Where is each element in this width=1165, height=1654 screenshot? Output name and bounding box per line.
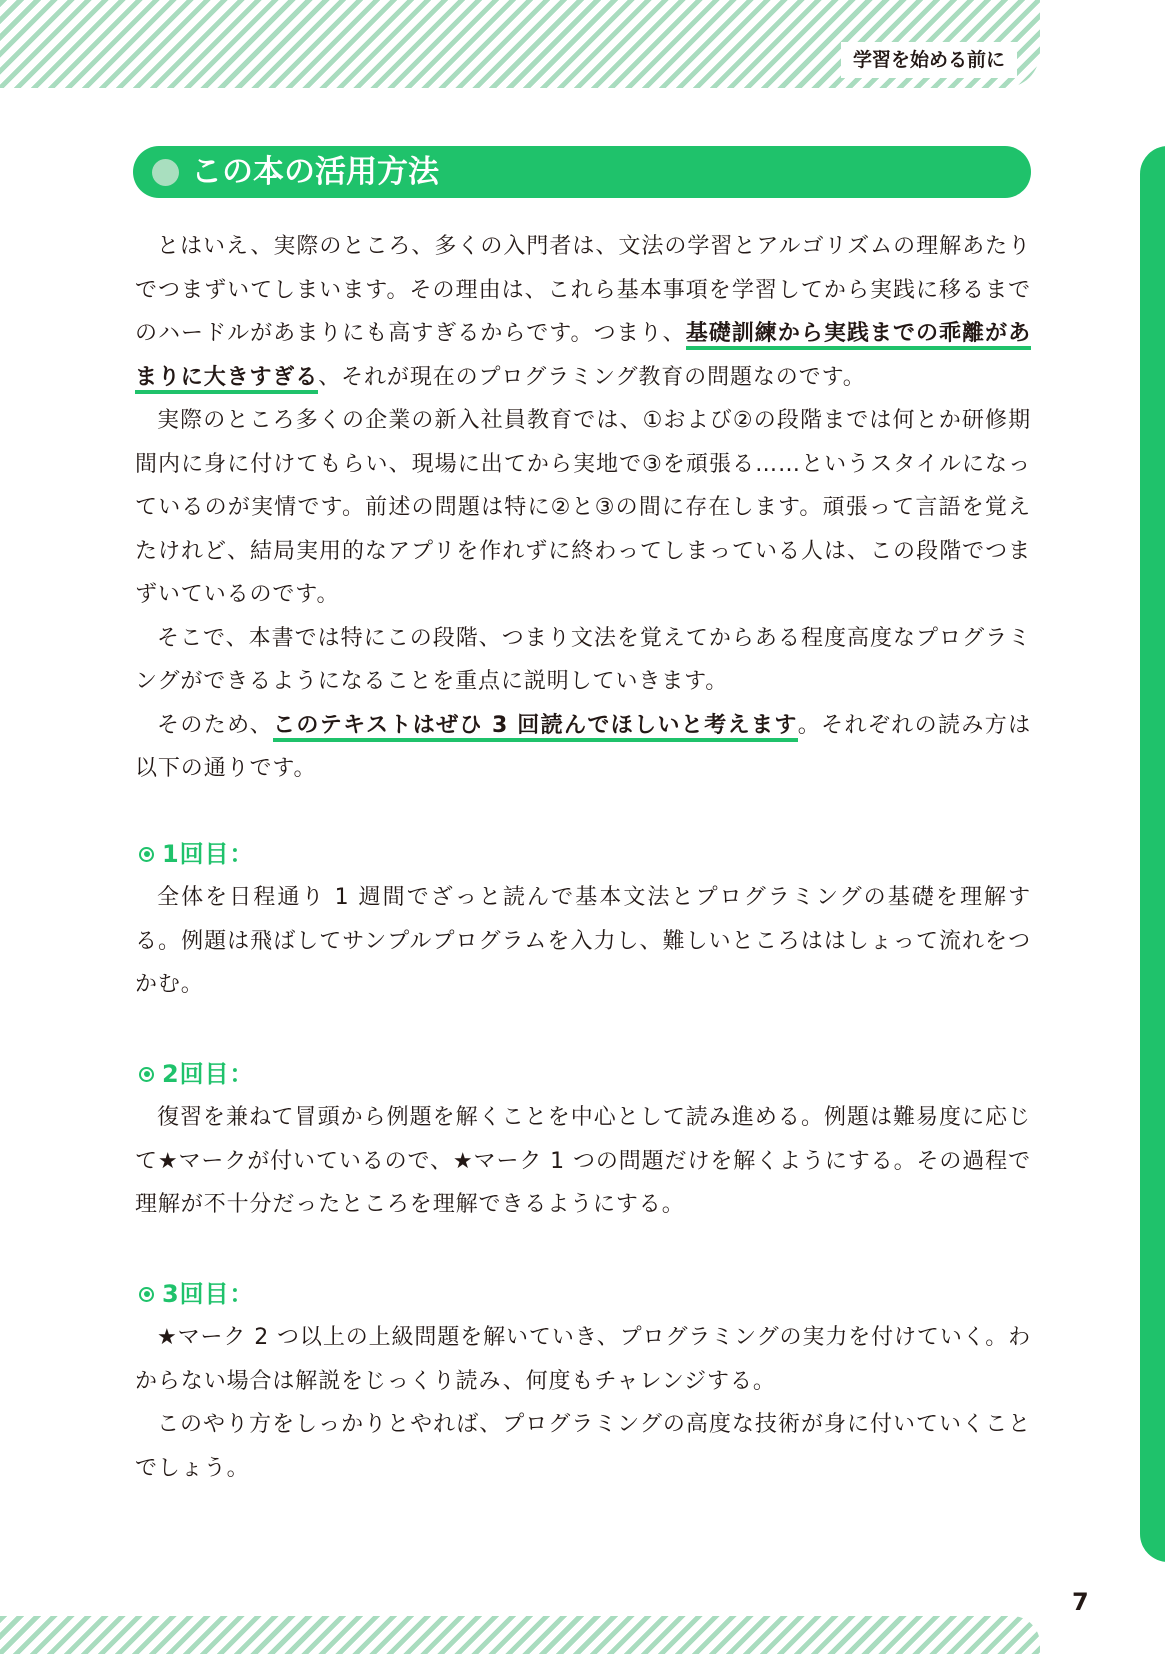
paragraph-4 bbox=[135, 704, 1031, 791]
footer-stripe-band bbox=[0, 1616, 1040, 1654]
chapter-side-tab bbox=[1140, 146, 1165, 1562]
bullseye-icon bbox=[139, 847, 154, 862]
highlight-phrase-1: 基礎訓練から実践までの乖離があまりに大きすぎる bbox=[135, 321, 1031, 394]
step-2-title: 2回目： bbox=[162, 1059, 255, 1088]
paragraph-4-text-b: 。それぞれの読み方は以下の通りです。 bbox=[135, 712, 1031, 781]
paragraph-4-text-a: そのため、 bbox=[157, 712, 273, 738]
step-3-heading bbox=[135, 1273, 1031, 1317]
paragraph-1-text-b: 、それが現在のプログラミング教育の問題なのです。 bbox=[318, 364, 866, 390]
closing-paragraph: このやり方をしっかりとやれば、プログラミングの高度な技術が身に付いていくことでしょう。 bbox=[135, 1412, 1031, 1481]
paragraph-1 bbox=[135, 225, 1031, 399]
step-2-text: 復習を兼ねて冒頭から例題を解くことを中心として読み進める。例題は難易度に応じて★マークが付いているので、★マーク 1 つの問題だけを解くようにする。その過程で理解が不十分だったところを理解できるようにする。 bbox=[135, 1105, 1031, 1217]
reading-step-1 bbox=[135, 833, 1031, 1007]
page-number: 7 bbox=[1072, 1588, 1089, 1616]
section-title-bar bbox=[133, 146, 1031, 198]
highlight-phrase-2: このテキストはぜひ 3 回読んでほしいと考えます bbox=[273, 713, 798, 742]
step-3-text: ★マーク 2 つ以上の上級問題を解いていき、プログラミングの実力を付けていく。わからない場合は解説をじっくり読み、何度もチャレンジする。 bbox=[135, 1325, 1031, 1394]
paragraph-1-text-a: とはいえ、実際のところ、多くの入門者は、文法の学習とアルゴリズムの理解あたりでつまずいてしまいます。その理由は、これら基本事項を学習してから実践に移るまでのハードルがあまりにも高すぎるからです。つまり、 bbox=[135, 234, 1031, 346]
step-1-text: 全体を日程通り 1 週間でざっと読んで基本文法とプログラミングの基礎を理解する。例題は飛ばしてサンプルプログラムを入力し、難しいところははしょって流れをつかむ。 bbox=[135, 885, 1031, 997]
circle-bullet-icon bbox=[152, 159, 179, 186]
step-3-title: 3回目： bbox=[162, 1279, 255, 1308]
paragraph-2: 実際のところ多くの企業の新入社員教育では、①および②の段階までは何とか研修期間内に身に付けてもらい、現場に出てから実地で③を頑張る……というスタイルになっているのが実情です。前述の問題は特に②と③の間に存在します。頑張って言語を覚えたけれど、結局実用的なアプリを作れずに終わってしまっている人は、この段階でつまずいているのです。 bbox=[135, 408, 1031, 607]
reading-step-2 bbox=[135, 1053, 1031, 1227]
running-head: 学習を始める前に bbox=[841, 42, 1017, 78]
step-1-heading bbox=[135, 833, 1031, 877]
reading-step-3 bbox=[135, 1273, 1031, 1491]
bullseye-icon bbox=[139, 1287, 154, 1302]
step-1-title: 1回目： bbox=[162, 839, 255, 868]
body-text bbox=[135, 225, 1031, 1490]
step-2-heading bbox=[135, 1053, 1031, 1097]
paragraph-3: そこで、本書では特にこの段階、つまり文法を覚えてからある程度高度なプログラミングができるようになることを重点に説明していきます。 bbox=[135, 625, 1031, 694]
section-title: この本の活用方法 bbox=[191, 154, 439, 190]
bullseye-icon bbox=[139, 1067, 154, 1082]
